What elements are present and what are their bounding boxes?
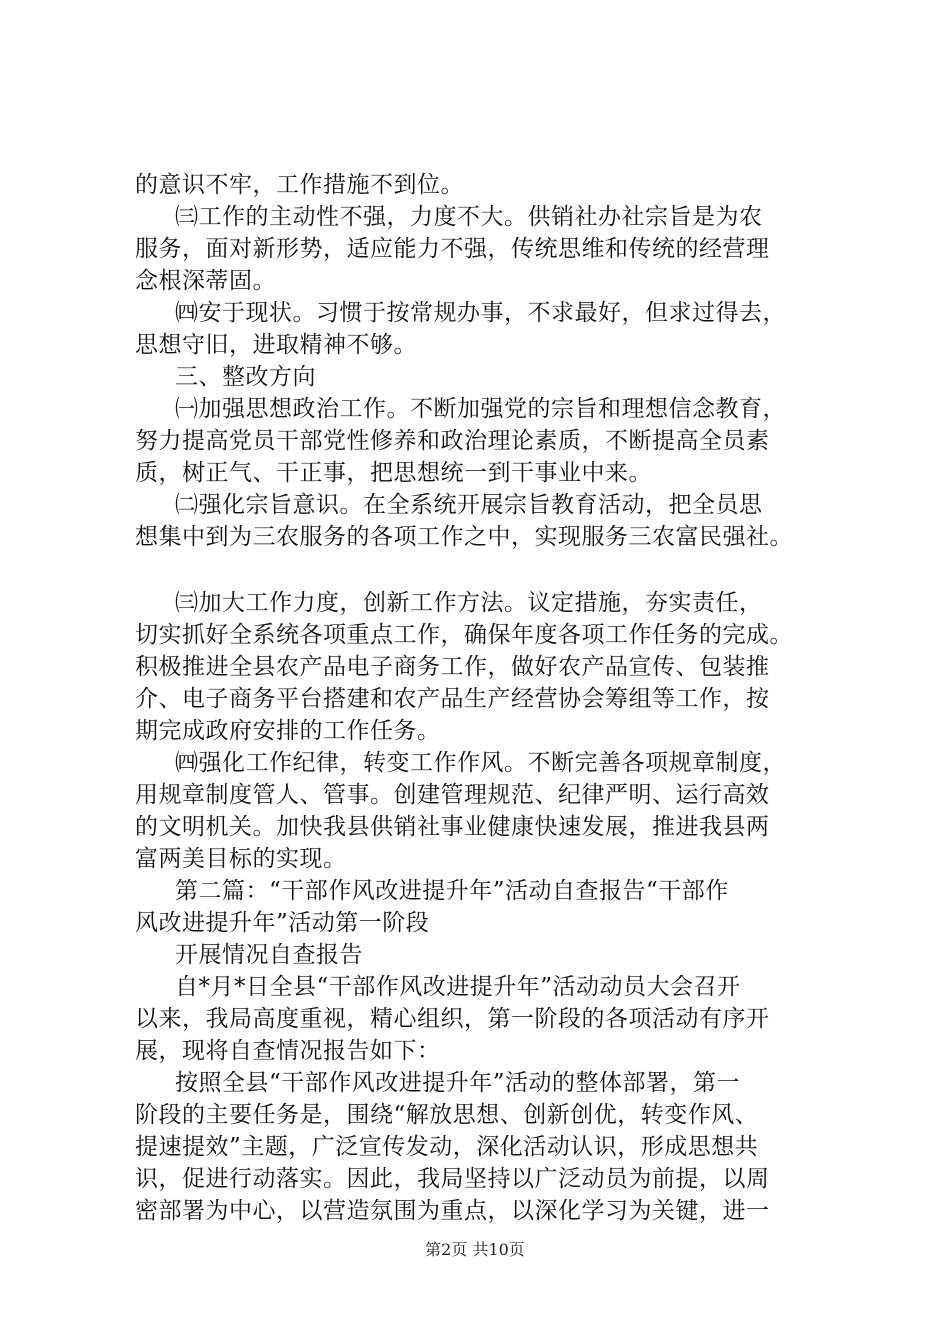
text-line: 自*月*日全县“干部作风改进提升年”活动动员大会召开 (175, 974, 741, 1000)
section-heading: 开展情况自查报告 (175, 942, 363, 968)
text-line: 提速提效”主题，广泛宣传发动，深化活动认识，形成思想共 (135, 1134, 759, 1160)
text-line: 密部署为中心，以营造氛围为重点，以深化学习为关键，进一 (135, 1198, 770, 1224)
text-line: 服务，面对新形势，适应能力不强，传统思维和传统的经营理 (135, 236, 770, 262)
text-line: ㈡强化宗旨意识。在全系统开展宗旨教育活动，把全员思 (175, 492, 763, 518)
section-heading: 风改进提升年”活动第一阶段 (135, 910, 430, 936)
section-heading: 三、整改方向 (175, 364, 316, 390)
text-line: 切实抓好全系统各项重点工作，确保年度各项工作任务的完成。 (135, 622, 793, 648)
text-line: ㈣强化工作纪律，转变工作作风。不断完善各项规章制度， (175, 750, 786, 776)
text-line: 想集中到为三农服务的各项工作之中，实现服务三农富民强社。 (135, 524, 793, 550)
text-line: 识，促进行动落实。因此，我局坚持以广泛动员为前提，以周 (135, 1166, 770, 1192)
text-line: 思想守旧，进取精神不够。 (135, 332, 417, 358)
text-line: 的文明机关。加快我县供销社事业健康快速发展，推进我县两 (135, 814, 770, 840)
text-line: 按照全县“干部作风改进提升年”活动的整体部署，第一 (175, 1070, 741, 1096)
text-line: 展，现将自查情况报告如下： (135, 1038, 441, 1064)
text-line: 富两美目标的实现。 (135, 846, 347, 872)
text-line: ㈠加强思想政治工作。不断加强党的宗旨和理想信念教育， (175, 396, 786, 422)
text-line: 努力提高党员干部党性修养和政治理论素质，不断提高全员素 (135, 428, 770, 454)
text-line: 积极推进全县农产品电子商务工作，做好农产品宣传、包装推 (135, 654, 770, 680)
text-line: 阶段的主要任务是，围绕“解放思想、创新创优，转变作风、 (135, 1102, 759, 1128)
text-line: 念根深蒂固。 (135, 268, 276, 294)
text-line: 的意识不牢，工作措施不到位。 (135, 172, 464, 198)
text-line: ㈢加大工作力度，创新工作方法。议定措施，夯实责任， (175, 590, 763, 616)
text-line: 介、电子商务平台搭建和农产品生产经营协会筹组等工作，按 (135, 686, 770, 712)
text-line: 质，树正气、干正事，把思想统一到干事业中来。 (135, 460, 652, 486)
text-line: ㈢工作的主动性不强，力度不大。供销社办社宗旨是为农 (175, 204, 763, 230)
text-line: 期完成政府安排的工作任务。 (135, 718, 441, 744)
text-line: 用规章制度管人、管事。创建管理规范、纪律严明、运行高效 (135, 782, 770, 808)
text-line: ㈣安于现状。习惯于按常规办事，不求最好，但求过得去， (175, 300, 786, 326)
text-line: 以来，我局高度重视，精心组织，第一阶段的各项活动有序开 (135, 1006, 770, 1032)
section-heading: 第二篇：“干部作风改进提升年”活动自查报告“干部作 (175, 878, 729, 904)
page-number: 第2页 共10页 (425, 1240, 525, 1259)
